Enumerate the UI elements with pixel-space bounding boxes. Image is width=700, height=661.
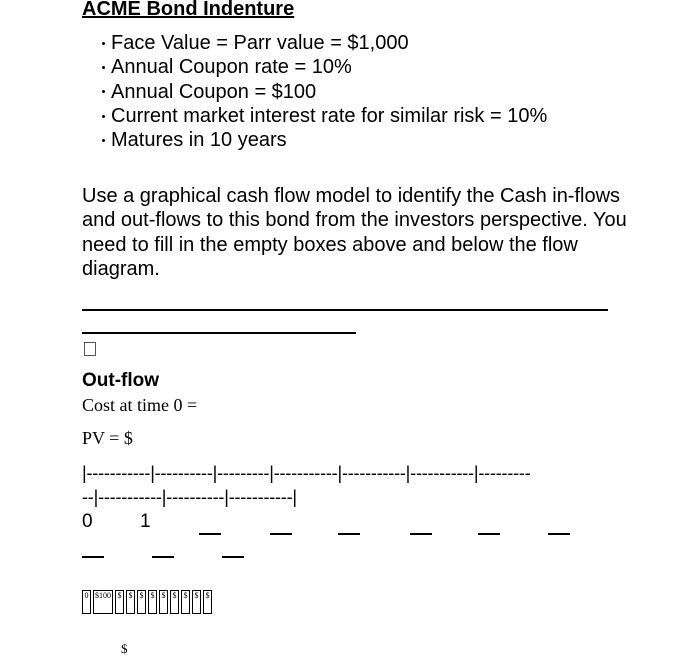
bond-term-coupon-rate: Annual Coupon rate = 10% [111,56,352,79]
cash-flow-box[interactable]: $ [159,590,168,614]
period-blank[interactable] [152,556,174,558]
period-label-0: 0 [82,511,93,532]
period-blank[interactable] [338,533,360,535]
list-item [98,55,547,79]
below-diagram-value: $ [121,641,128,656]
checkbox[interactable] [84,342,96,356]
bullet-icon [102,139,105,142]
period-blank[interactable] [82,556,104,558]
bond-term-coupon: Annual Coupon = $100 [111,80,317,103]
bond-terms-list [98,31,547,152]
period-blank[interactable] [222,556,244,558]
cash-flow-box[interactable]: $ [148,590,157,614]
cash-flow-box[interactable]: 0 [82,590,91,614]
bullet-icon [102,66,105,69]
bond-term-market-rate: Current market interest rate for similar risk = 10% [111,104,548,127]
cash-flow-box[interactable]: $ [115,590,124,614]
cash-flow-box[interactable]: $100 [93,590,113,614]
period-blank[interactable] [199,533,221,535]
bond-term-face-value: Face Value = Parr value = $1,000 [111,32,409,54]
answer-line [82,309,608,311]
period-blank[interactable] [478,533,500,535]
cash-flow-box[interactable]: $ [170,590,179,614]
document-title: ACME Bond Indenture [82,0,295,20]
outflow-heading: Out-flow [82,370,160,391]
cash-flow-boxes [82,590,212,614]
period-label-1: 1 [140,511,151,532]
cash-flow-box[interactable]: $ [203,590,212,614]
timeline-line: |-----------|----------|---------|-----------|-----------|-----------|--------- [82,463,531,483]
list-item [98,80,547,104]
instructions-paragraph: Use a graphical cash flow model to identify the Cash in-flows and out-flows to this bond from the investors perspective. You need to fill in the empty boxes above and below the flow diagram. [82,185,627,280]
pv-label: PV = $ [82,428,133,448]
cash-flow-box[interactable]: $ [137,590,146,614]
bullet-icon [102,42,105,45]
bullet-icon [102,115,105,118]
answer-line [82,332,356,334]
cash-flow-box[interactable]: $ [126,590,135,614]
period-blank[interactable] [410,533,432,535]
cash-flow-box[interactable]: $ [192,590,201,614]
list-item [98,31,547,55]
cost-label: Cost at time 0 = [82,395,198,415]
cash-flow-box[interactable]: $ [181,590,190,614]
bond-term-maturity: Matures in 10 years [111,129,287,152]
period-blank[interactable] [270,533,292,535]
period-blank[interactable] [548,533,570,535]
list-item [98,104,547,128]
timeline-line: --|-----------|----------|-----------| [82,487,297,507]
bullet-icon [102,90,105,93]
list-item [98,128,547,152]
